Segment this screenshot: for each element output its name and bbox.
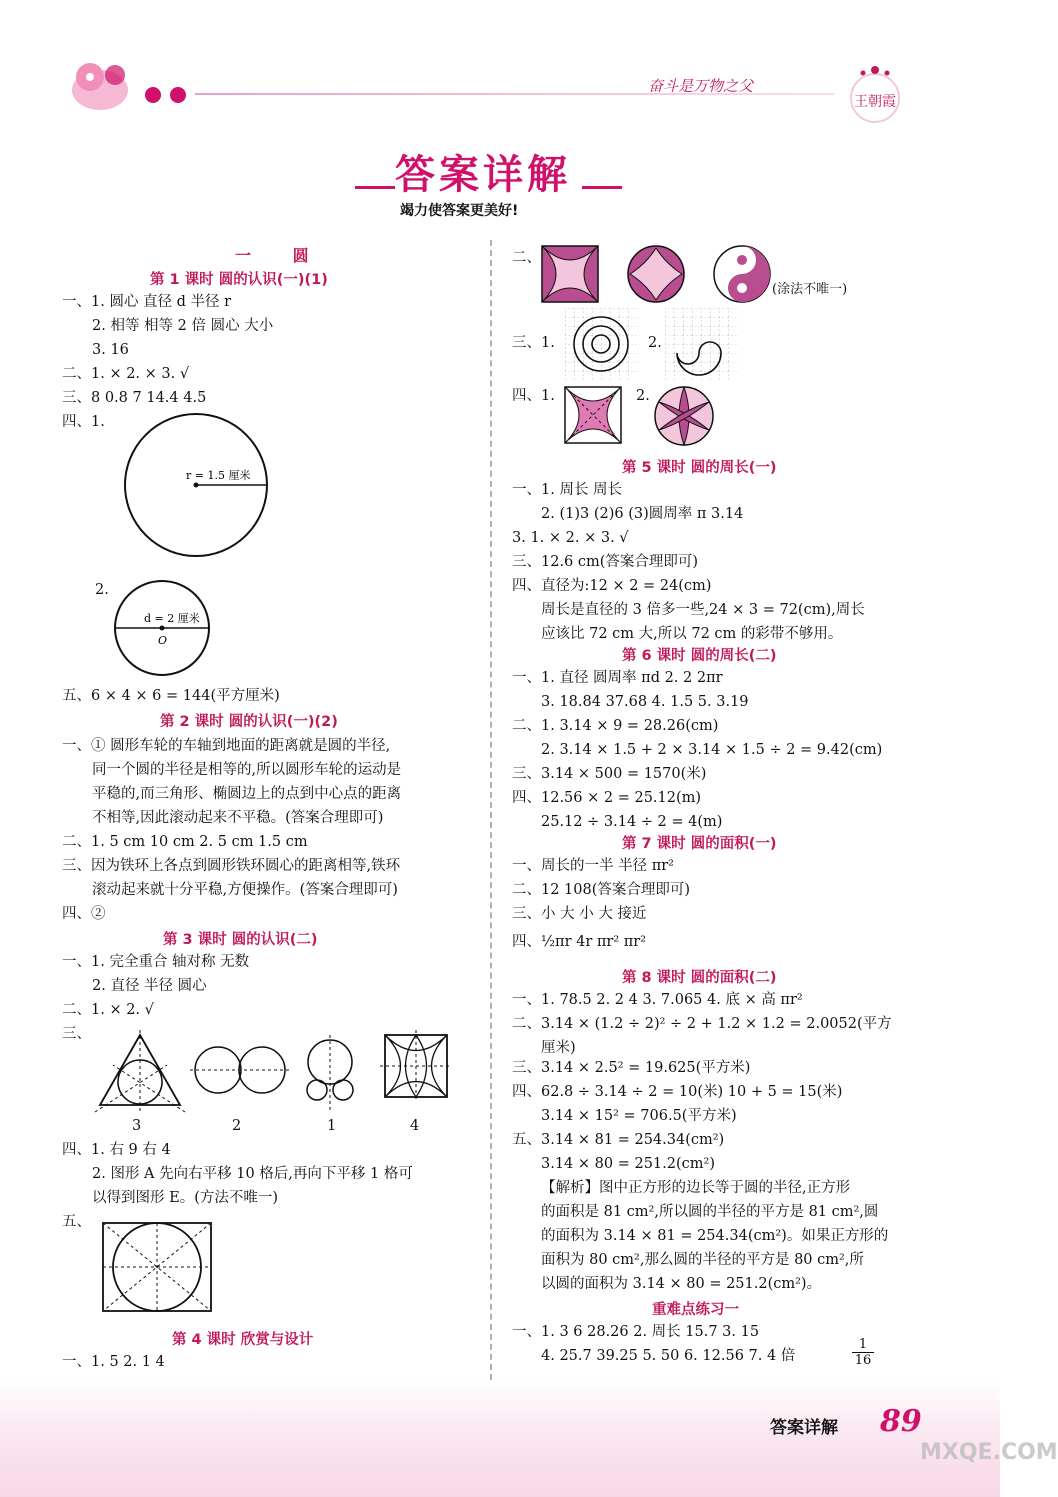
answer-line: 一、1. 3 6 28.26 2. 周长 15.7 3. 15	[512, 1324, 760, 1340]
page-subtitle: 竭力使答案更美好!	[400, 203, 519, 219]
answer-line: 五、	[62, 1214, 91, 1230]
answer-line: 3. 18.84 37.68 4. 1.5 5. 3.19	[541, 694, 749, 710]
fraction-denominator: 16	[854, 1353, 872, 1368]
pattern-note: (涂法不唯一)	[772, 282, 848, 297]
circle-radius-figure	[110, 415, 280, 565]
page-number: 89	[880, 1404, 922, 1439]
answer-line: 4. 25.7 39.25 5. 50 6. 12.56 7. 4 倍	[541, 1348, 796, 1364]
answer-line: 2. 图形 A 先向右平移 10 格后,再向下平移 1 格可	[92, 1166, 413, 1182]
answer-line: 一、1. 完全重合 轴对称 无数	[62, 954, 250, 970]
answer-line: 面积为 80 cm²,那么圆的半径的平方是 80 cm²,所	[541, 1252, 864, 1268]
answer-line: 五、3.14 × 81 = 254.34(cm²)	[512, 1132, 725, 1148]
concentric-circles-grid	[565, 308, 637, 380]
header-decoration	[60, 55, 260, 110]
answer-line: 三、3.14 × 2.5² = 19.625(平方米)	[512, 1060, 751, 1076]
answer-line: 四、62.8 ÷ 3.14 ÷ 2 = 10(米) 10 + 5 = 15(米)	[512, 1084, 843, 1100]
pattern-yin-yang	[714, 246, 770, 302]
page-title: 答案详解	[395, 152, 571, 198]
answer-line: 一、1. 周长 周长	[512, 482, 623, 498]
answer-line: 三、8 0.8 7 14.4 4.5	[62, 390, 207, 406]
answer-line: 一、1. 5 2. 1 4	[62, 1354, 165, 1370]
footer-label: 答案详解	[770, 1418, 838, 1438]
curve-grid	[665, 308, 737, 380]
lesson-5-title: 第 5 课时 圆的周长(一)	[622, 460, 777, 476]
answer-line: 以得到图形 E。(方法不唯一)	[92, 1190, 279, 1206]
er-label: 二、	[512, 250, 541, 266]
diameter-label: d = 2 厘米	[144, 612, 200, 625]
practice-title: 重难点练习一	[652, 1302, 739, 1318]
answer-line: 3.14 × 15² = 706.5(平方米)	[541, 1108, 737, 1124]
answer-line: 【解析】图中正方形的边长等于圆的半径,正方形	[541, 1180, 851, 1196]
square-circle-figure	[100, 1220, 215, 1315]
pattern-square-petals	[542, 246, 598, 302]
san-2-label: 2.	[648, 335, 662, 351]
lesson-1-title: 第 1 课时 圆的认识(一)(1)	[150, 272, 328, 288]
lesson-4-title: 第 4 课时 欣赏与设计	[172, 1332, 314, 1348]
figure-count: 3	[132, 1118, 142, 1134]
answer-line: 三、小 大 小 大 接近	[512, 906, 647, 922]
figure-2-number: 2.	[95, 582, 109, 598]
answer-line: 的面积为 3.14 × 81 = 254.34(cm²)。如果正方形的	[541, 1228, 889, 1244]
flower-circle-figure	[654, 385, 714, 447]
answer-line: 一、周长的一半 半径 πr²	[512, 858, 674, 874]
lesson-8-title: 第 8 课时 圆的面积(二)	[622, 970, 777, 986]
brand-logo	[835, 62, 915, 124]
logo-text: 王朝霞	[854, 94, 896, 110]
answer-line: 三、12.6 cm(答案合理即可)	[512, 554, 699, 570]
answer-line: 二、1. 5 cm 10 cm 2. 5 cm 1.5 cm	[62, 834, 308, 850]
answer-line: 四、12.56 × 2 = 25.12(m)	[512, 790, 702, 806]
answer-line: 滚动起来就十分平稳,方便操作。(答案合理即可)	[92, 882, 398, 898]
answer-line: 的面积是 81 cm²,所以圆的半径的平方是 81 cm²,圆	[541, 1204, 879, 1220]
double-circle-figure	[190, 1047, 290, 1093]
san-label: 三、1.	[512, 335, 555, 351]
answer-line: 二、1. × 2. × 3. √	[62, 366, 190, 382]
si-label: 四、1.	[512, 388, 555, 404]
si-2-label: 2.	[636, 388, 650, 404]
answer-line: 2. 相等 相等 2 倍 圆心 大小	[92, 318, 274, 334]
answer-line: 2. (1)3 (2)6 (3)圆周率 π 3.14	[541, 506, 744, 522]
answer-line: 厘米)	[541, 1040, 576, 1056]
answer-line: 一、1. 圆心 直径 d 半径 r	[62, 294, 232, 310]
answer-line: 四、②	[62, 906, 106, 922]
answer-line: 五、6 × 4 × 6 = 144(平方厘米)	[62, 688, 280, 704]
pattern-circle-star	[628, 246, 684, 302]
answer-line: 周长是直径的 3 倍多一些,24 × 3 = 72(cm),周长	[541, 602, 865, 618]
circle-diameter-figure	[112, 578, 222, 678]
mascot-icon	[60, 55, 260, 110]
column-divider	[490, 240, 492, 1380]
petal-square-figure	[563, 385, 623, 445]
footer-band	[0, 1380, 1000, 1497]
answer-line: 二、3.14 × (1.2 ÷ 2)² ÷ 2 + 1.2 × 1.2 = 2.0052(平方	[512, 1016, 892, 1032]
header-slogan: 奋斗是万物之父	[648, 77, 754, 95]
answer-line: 一、1. 直径 圆周率 πd 2. 2 2πr	[512, 670, 723, 686]
symmetry-figures	[95, 1030, 455, 1115]
answer-line: 三、	[62, 1026, 91, 1042]
answer-line: 3. 1. × 2. × 3. √	[512, 530, 629, 546]
answer-line: 3. 16	[92, 342, 129, 358]
answer-line: 二、12 108(答案合理即可)	[512, 882, 691, 898]
answer-line: 二、1. × 2. √	[62, 1002, 154, 1018]
answer-line: 一、① 圆形车轮的车轴到地面的距离就是圆的半径,	[62, 738, 391, 754]
unit-title: 一 圆	[235, 246, 327, 265]
title-rule-right	[582, 186, 622, 189]
answer-line: 以圆的面积为 3.14 × 80 = 251.2(cm²)。	[541, 1276, 822, 1292]
answer-line: 三、因为铁环上各点到圆形铁环圆心的距离相等,铁环	[62, 858, 401, 874]
answer-line: 2. 3.14 × 1.5 + 2 × 3.14 × 1.5 ÷ 2 = 9.42(cm)	[541, 742, 883, 758]
title-rule-left	[355, 186, 395, 189]
answer-line: 四、直径为:12 × 2 = 24(cm)	[512, 578, 712, 594]
answer-line: 2. 直径 半径 圆心	[92, 978, 207, 994]
triangle-figure	[95, 1030, 185, 1112]
answer-line: 四、1. 右 9 右 4	[62, 1142, 171, 1158]
radius-label: r = 1.5 厘米	[186, 469, 251, 482]
fraction	[852, 1337, 874, 1368]
figure-count: 2	[232, 1118, 242, 1134]
figure-count: 1	[327, 1118, 337, 1134]
lesson-3-title: 第 3 课时 圆的认识(二)	[163, 932, 318, 948]
center-label: O	[158, 634, 168, 647]
lesson-7-title: 第 7 课时 圆的面积(一)	[622, 836, 777, 852]
lesson-2-title: 第 2 课时 圆的认识(一)(2)	[160, 714, 338, 730]
answer-line: 25.12 ÷ 3.14 ÷ 2 = 4(m)	[541, 814, 723, 830]
face-figure	[307, 1035, 353, 1110]
watermark: MXQE.COM	[920, 1440, 1058, 1465]
answer-line: 三、3.14 × 500 = 1570(米)	[512, 766, 707, 782]
answer-line: 不相等,因此滚动起来不平稳。(答案合理即可)	[92, 810, 384, 826]
answer-line: 二、1. 3.14 × 9 = 28.26(cm)	[512, 718, 719, 734]
answer-line: 3.14 × 80 = 251.2(cm²)	[541, 1156, 715, 1172]
answer-line: 应该比 72 cm 大,所以 72 cm 的彩带不够用。	[541, 626, 843, 642]
answer-line: 四、1.	[62, 414, 105, 430]
answer-line: 一、1. 78.5 2. 2 4 3. 7.065 4. 底 × 高 πr²	[512, 992, 803, 1008]
answer-line: 同一个圆的半径是相等的,所以圆形车轮的运动是	[92, 762, 402, 778]
square-petal-figure	[380, 1030, 452, 1102]
fraction-numerator: 1	[852, 1337, 874, 1353]
figure-count: 4	[410, 1118, 420, 1134]
lesson-6-title: 第 6 课时 圆的周长(二)	[622, 648, 777, 664]
answer-line: 四、½πr 4r πr² πr²	[512, 934, 647, 950]
answer-line: 平稳的,而三角形、椭圆边上的点到中心点的距离	[92, 786, 402, 802]
colored-patterns	[540, 243, 780, 303]
